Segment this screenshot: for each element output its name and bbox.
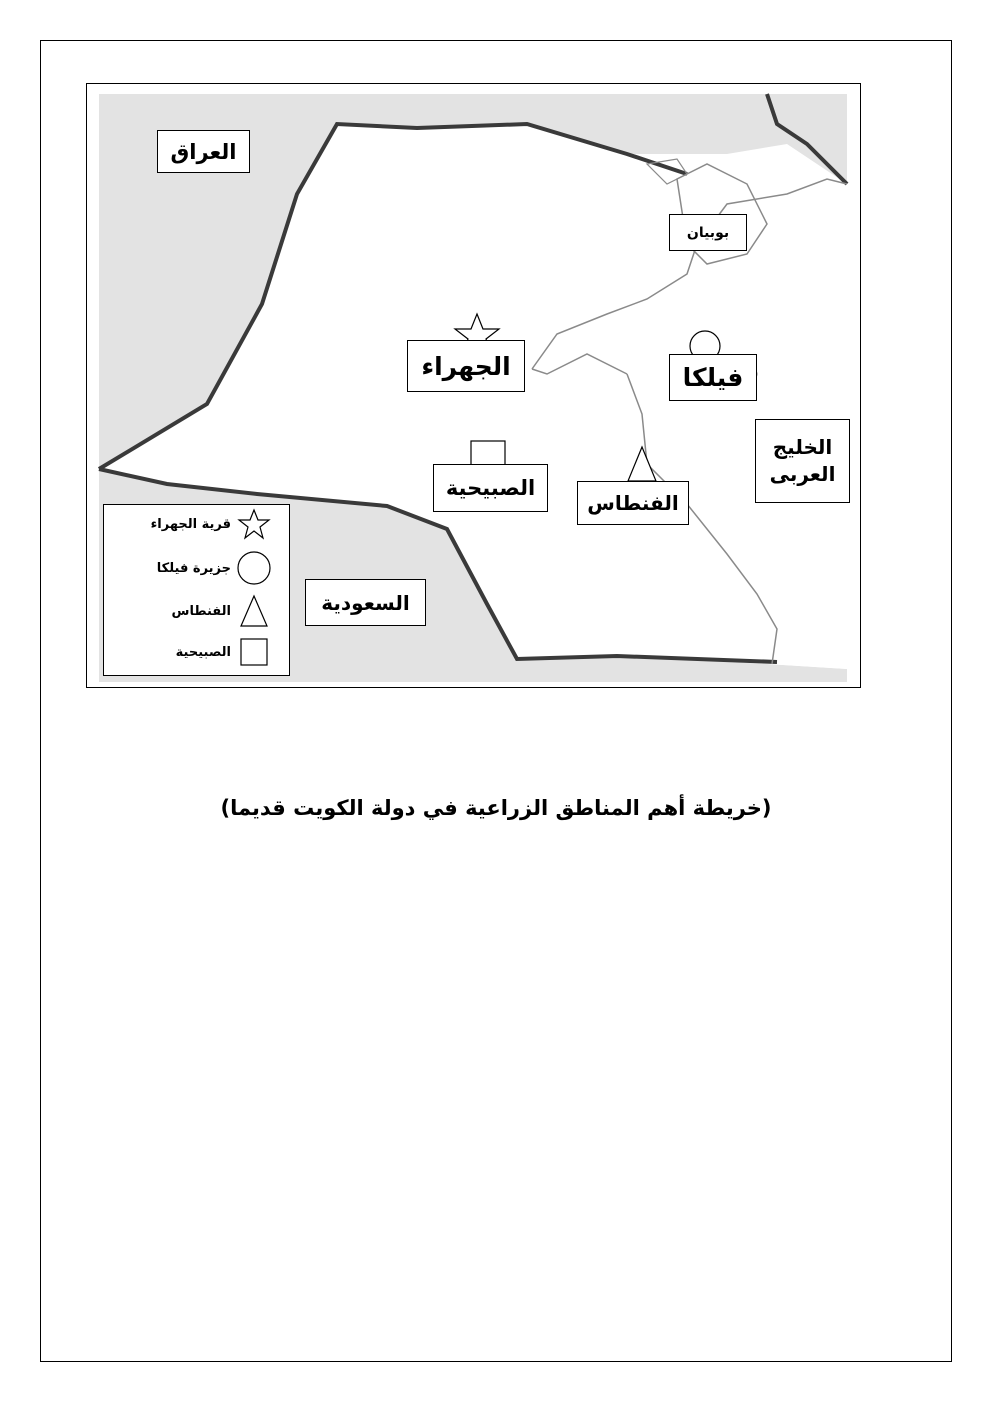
square-icon [235,635,273,669]
label-subaihiya: الصبيحية [433,464,548,512]
legend-item [151,507,273,541]
label-jahra: الجهراء [407,340,525,392]
label-gulf [755,419,850,503]
label-gulf-line2: العربى [769,462,836,486]
legend-item [172,593,273,629]
legend-label: قرية الجهراء [150,516,231,532]
legend-item [176,635,273,669]
circle-icon [235,549,273,587]
legend-item [157,549,273,587]
map-legend [103,504,290,676]
triangle-icon [235,593,273,629]
legend-label: الفنطاس [171,603,231,619]
label-fintas: الفنطاس [577,481,689,525]
label-gulf-line1: الخليج [772,435,833,459]
label-failaka: فيلكا [669,354,757,401]
map-frame [86,83,861,688]
label-bubiyan: بوبيان [669,214,747,251]
star-icon [235,507,273,541]
legend-label: الصبيحية [175,644,231,660]
label-iraq: العراق [157,130,250,173]
label-saudi: السعودية [305,579,426,626]
map-caption: (خريطة أهم المناطق الزراعية في دولة الكويت قديما) [220,796,772,820]
legend-label: جزيرة فيلكا [156,560,231,576]
